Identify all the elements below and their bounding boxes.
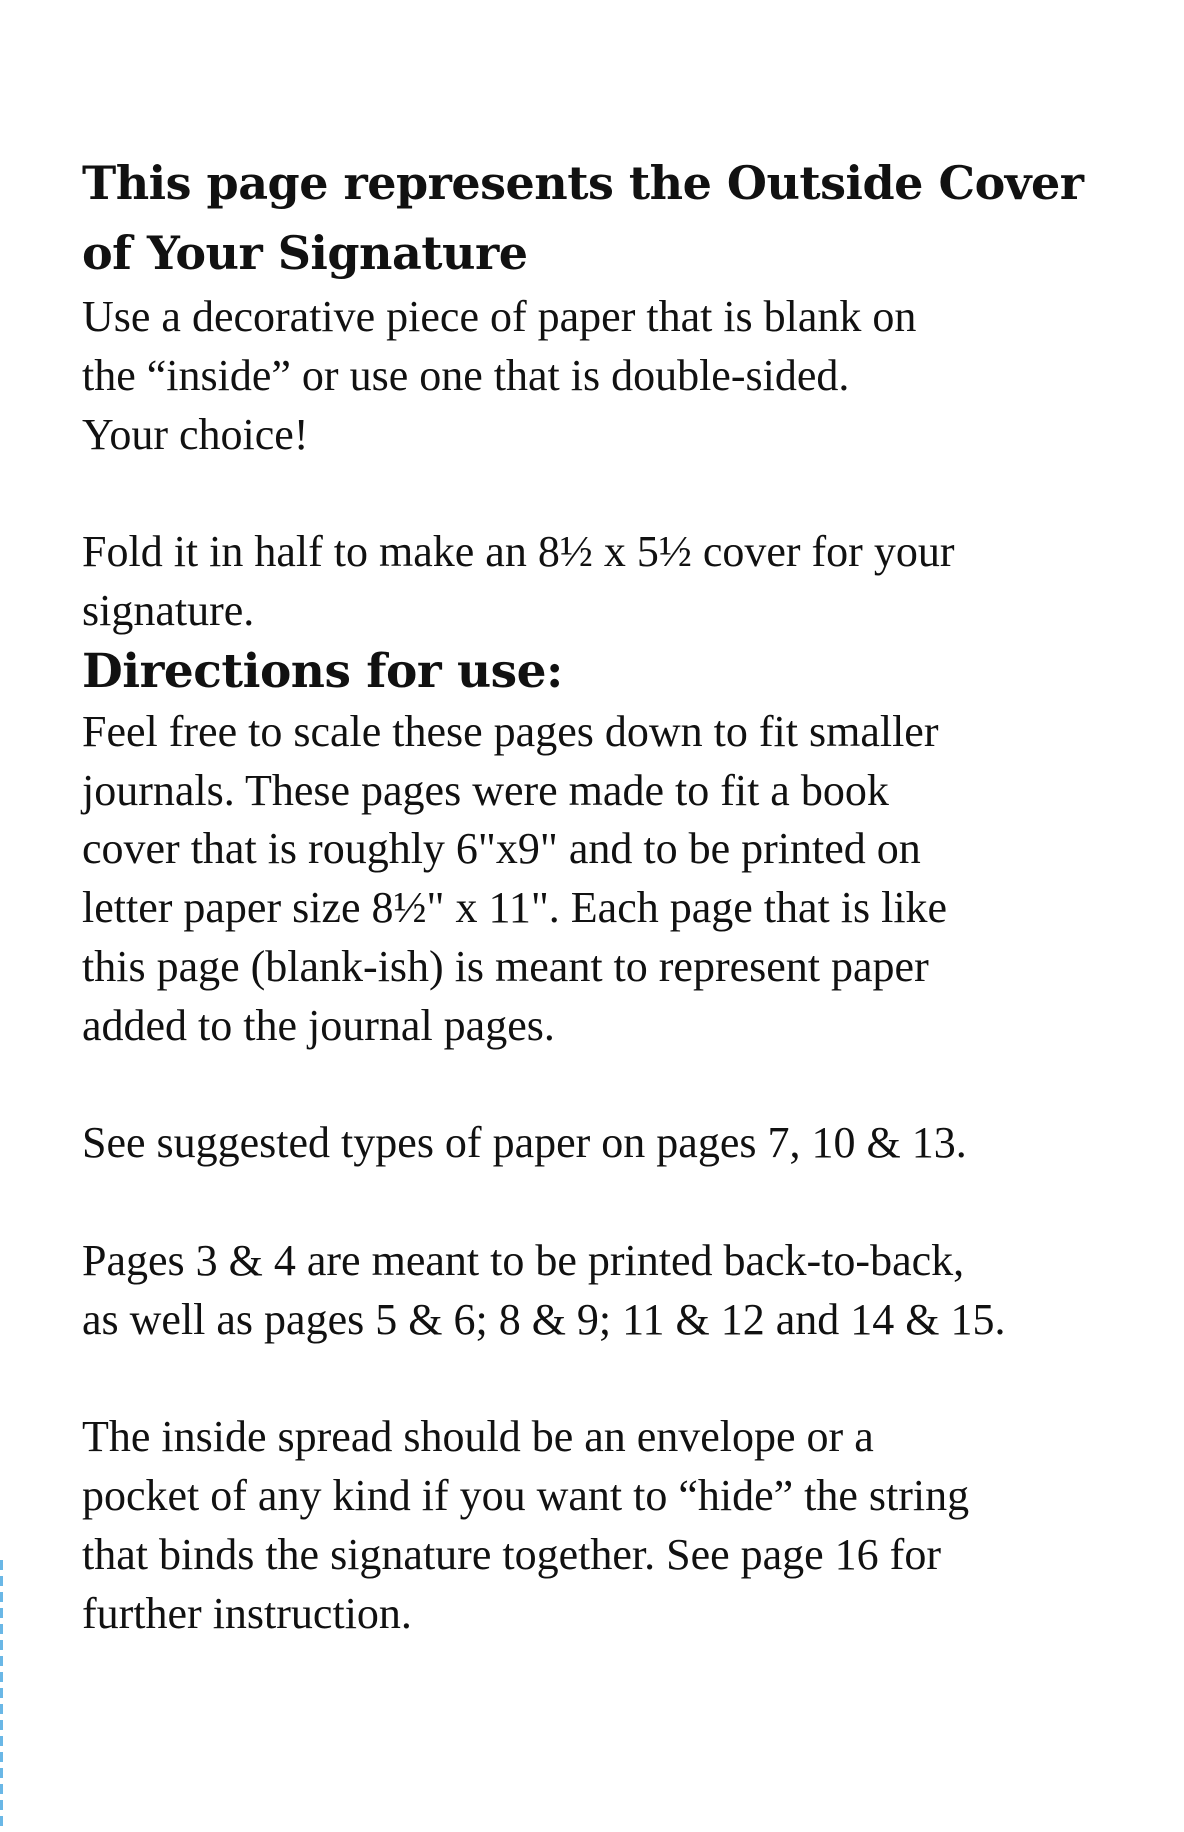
text-line: Pages 3 & 4 are meant to be printed back-to-back,: [82, 1235, 965, 1285]
directions-paragraph-printing: [82, 1232, 1102, 1350]
cover-paragraph-paper: [82, 288, 1102, 464]
text-line: See suggested types of paper on pages 7, 10 & 13.: [82, 1118, 967, 1168]
text-line: pocket of any kind if you want to “hide” the string: [82, 1471, 970, 1521]
text-line: as well as pages 5 & 6; 8 & 9; 11 & 12 and 14 & 15.: [82, 1294, 1006, 1344]
cover-heading: [82, 148, 1082, 288]
text-line: Use a decorative piece of paper that is blank on: [82, 292, 917, 341]
text-line: this page (blank-ish) is meant to represent paper: [82, 941, 929, 991]
document-page: [82, 148, 1102, 1644]
cover-heading-line: This page represents the Outside Cover: [82, 156, 1084, 210]
cover-paragraph-fold: [82, 523, 1102, 641]
text-line: letter paper size 8½" x 11". Each page that is like: [82, 883, 948, 933]
dashed-cut-line: [0, 1560, 3, 1832]
directions-paragraph-paper-types: [82, 1114, 1102, 1173]
directions-paragraph-inside-spread: [82, 1408, 1102, 1643]
text-line: added to the journal pages.: [82, 1000, 555, 1050]
text-line: journals. These pages were made to fit a book: [82, 765, 889, 815]
text-line: the “inside” or use one that is double-sided.: [82, 350, 850, 400]
text-line: Your choice!: [82, 409, 309, 459]
text-line: further instruction.: [82, 1588, 412, 1638]
text-line: The inside spread should be an envelope or a: [82, 1412, 874, 1462]
directions-paragraph-scale: [82, 703, 1102, 1056]
text-line: Fold it in half to make an 8½ x 5½ cover for your: [82, 527, 955, 577]
text-line: Feel free to scale these pages down to fit smaller: [82, 706, 939, 756]
text-line: that binds the signature together. See page 16 for: [82, 1529, 941, 1579]
text-line: signature.: [82, 585, 255, 635]
text-line: cover that is roughly 6"x9" and to be printed on: [82, 824, 921, 874]
cover-heading-line: of Your Signature: [82, 226, 528, 280]
directions-heading: Directions for use:: [82, 643, 563, 699]
